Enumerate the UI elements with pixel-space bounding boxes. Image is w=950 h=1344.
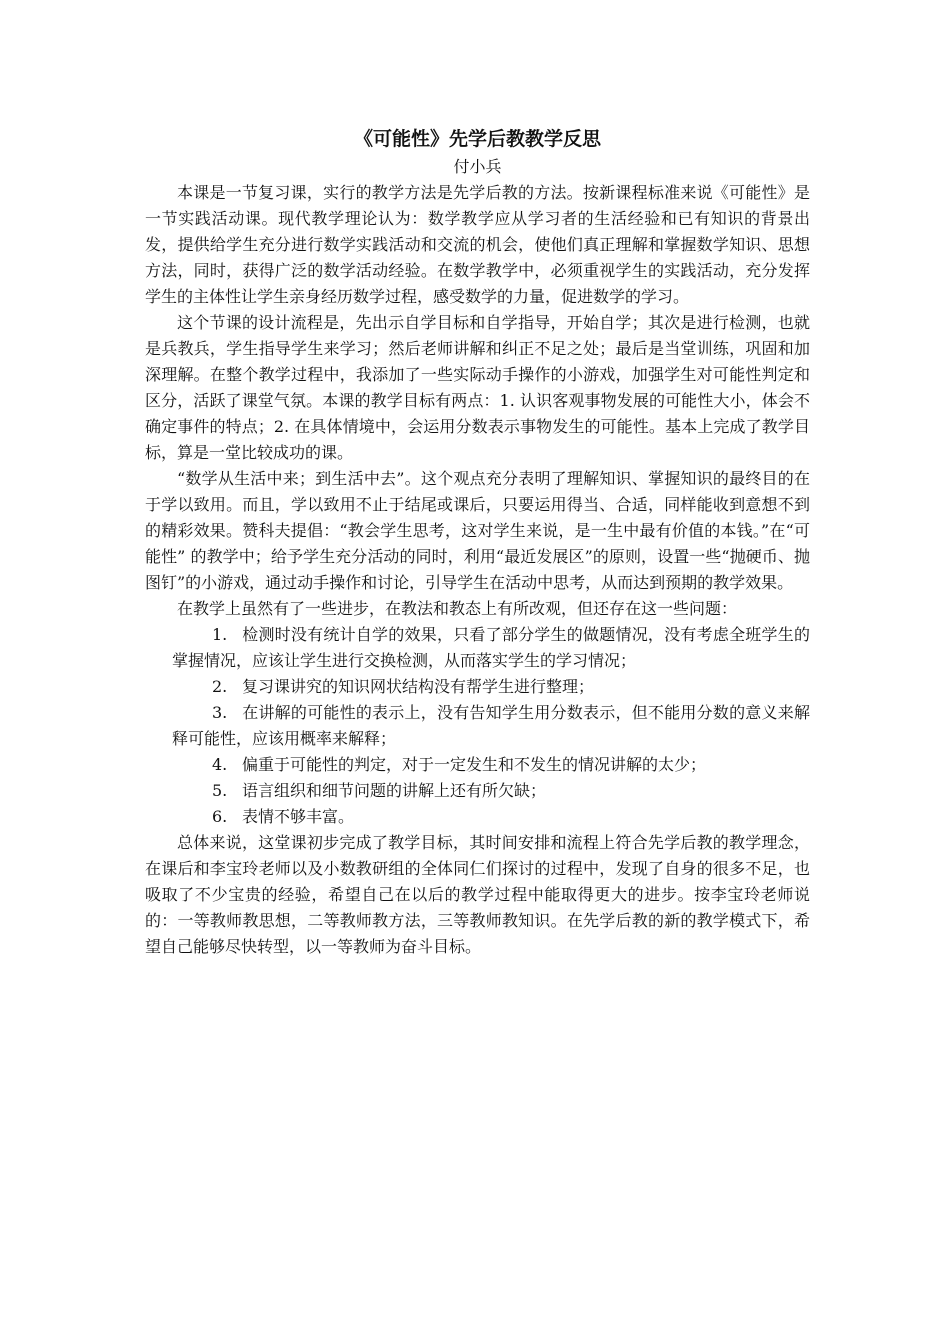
document-title: 《可能性》先学后教教学反思 bbox=[353, 128, 601, 150]
list-item-text: 偏重于可能性的判定，对于一定发生和不发生的情况讲解的太少； bbox=[242, 755, 707, 774]
list-item-text: 语言组织和细节问题的讲解上还有所欠缺； bbox=[242, 781, 547, 800]
list-item-number: 2. bbox=[212, 677, 228, 696]
paragraph-problems-intro: 在教学上虽然有了一些进步，在教法和教态上有所改观，但还存在这一些问题： bbox=[177, 599, 738, 618]
paragraph-design: 这个节课的设计流程是，先出示自学目标和自学指导，开始自学；其次是进行检测，也就是兵教兵，学生指导学生来学习；然后老师讲解和纠正不足之处；最后是当堂训练，巩固和加深理解。在整个教学过程中，我添加了一些实际动手操作的小游戏，加强学生对可能性判定和区分，活跃了课堂气氛。本课的教学目标有两点：1. 认识客观事物发展的可能性大小，体会不确定事件的特点；2. 在具体情境中，会运用分数表示事物发生的可能性。基本上完成了教学目标，算是一堂比较成功的课。 bbox=[145, 313, 810, 462]
list-item-text: 检测时没有统计自学的效果，只看了部分学生的做题情况，没有考虑全班学生的掌握情况，应该让学生进行交换检测，从而落实学生的学习情况； bbox=[172, 625, 810, 670]
list-item-text: 表情不够丰富。 bbox=[242, 807, 355, 826]
list-item-number: 6. bbox=[212, 807, 228, 826]
list-item-number: 5. bbox=[212, 781, 228, 800]
list-item-number: 4. bbox=[212, 755, 228, 774]
list-item bbox=[145, 622, 810, 674]
list-item-text: 复习课讲究的知识网状结构没有帮学生进行整理； bbox=[242, 677, 595, 696]
list-item bbox=[145, 752, 810, 778]
document-page bbox=[145, 124, 810, 960]
paragraph-intro: 本课是一节复习课，实行的教学方法是先学后教的方法。按新课程标准来说《可能性》是一节实践活动课。现代教学理论认为：数学教学应从学习者的生活经验和已有知识的背景出发，提供给学生充分进行数学实践活动和交流的机会，使他们真正理解和掌握数学知识、思想方法，同时，获得广泛的数学活动经验。在数学教学中，必须重视学生的实践活动，充分发挥学生的主体性让学生亲身经历数学过程，感受数学的力量，促进数学的学习。 bbox=[145, 183, 810, 306]
paragraph-application: “数学从生活中来；到生活中去”。这个观点充分表明了理解知识、掌握知识的最终目的在于学以致用。而且，学以致用不止于结尾或课后，只要运用得当、合适，同样能收到意想不到的精彩效果。赞科夫提倡：“教会学生思考，这对学生来说，是一生中最有价值的本钱。”在“可能性” 的教学中；给予学生充分活动的同时，利用“最近发展区”的原则，设置一些“抛硬币、抛图钉”的小游戏，通过动手操作和讨论，引导学生在活动中思考，从而达到预期的教学效果。 bbox=[145, 469, 810, 592]
list-item bbox=[145, 804, 810, 830]
problems-list bbox=[145, 622, 810, 830]
list-item bbox=[145, 700, 810, 752]
list-item-text: 在讲解的可能性的表示上，没有告知学生用分数表示，但不能用分数的意义来解释可能性，应该用概率来解释； bbox=[172, 703, 810, 748]
list-item-number: 1. bbox=[212, 625, 228, 644]
document-author: 付小兵 bbox=[453, 157, 502, 176]
list-item bbox=[145, 674, 810, 700]
list-item bbox=[145, 778, 810, 804]
paragraph-conclusion: 总体来说，这堂课初步完成了教学目标，其时间安排和流程上符合先学后教的教学理念，在课后和李宝玲老师以及小数教研组的全体同仁们探讨的过程中，发现了自身的很多不足，也吸取了不少宝贵的经验，希望自己在以后的教学过程中能取得更大的进步。按李宝玲老师说的：一等教师教思想，二等教师教方法，三等教师教知识。在先学后教的新的教学模式下，希望自己能够尽快转型，以一等教师为奋斗目标。 bbox=[145, 833, 810, 956]
list-item-number: 3. bbox=[212, 703, 228, 722]
